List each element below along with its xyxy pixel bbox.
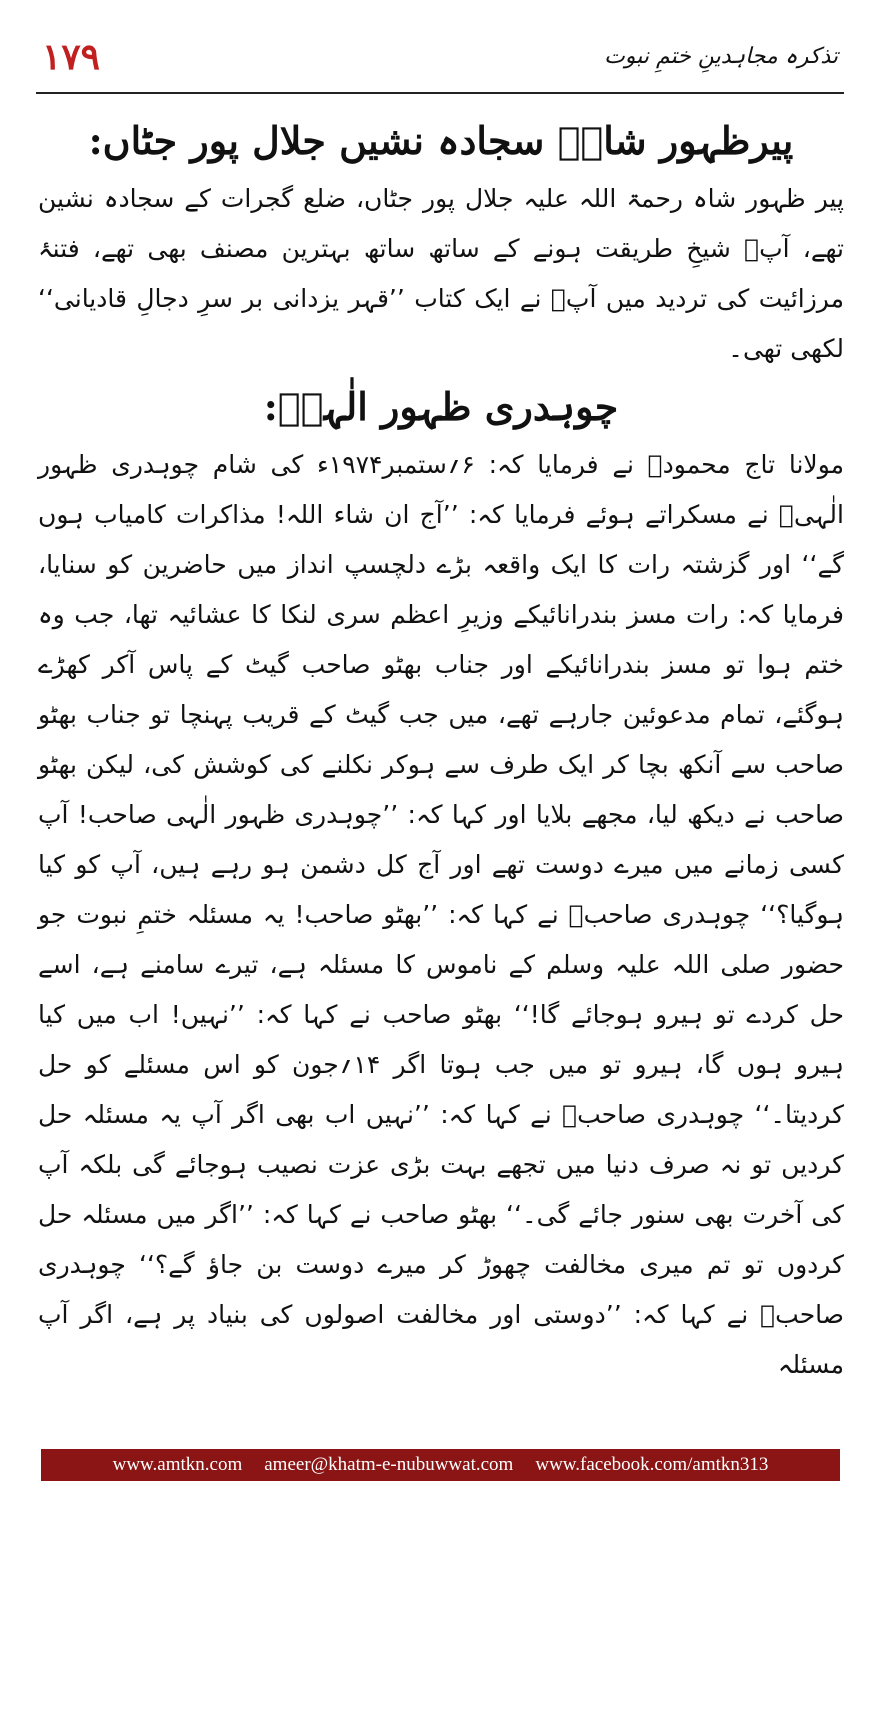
book-title: تذکرہ مجاہدینِ ختمِ نبوت (604, 44, 838, 69)
footer-email-link[interactable]: ameer@khatm-e-nubuwwat.com (264, 1454, 514, 1475)
page-number: ۱۷۹ (42, 36, 101, 78)
page-content (38, 108, 844, 1728)
footer-website-link[interactable]: www.amtkn.com (112, 1454, 243, 1475)
page-footer (41, 1449, 840, 1481)
section-heading-chaudhry-zahoor-elahi: چوہدری ظہور الٰہیؒ: (263, 384, 619, 429)
page-header (36, 30, 844, 94)
section-paragraph-pir-zahoor-shah: پیر ظہور شاہ رحمۃ اللہ علیہ جلال پور جٹاں، ضلع گجرات کے سجادہ نشین تھے، آپؒ شیخِ طریقت ہونے کے ساتھ ساتھ بہترین مصنف بھی تھے، فتنۂ مرزائیت کی تردید میں آپؒ نے ایک کتاب ’’قہر یزدانی بر سرِ دجالِ قادیانی‘‘ لکھی تھی۔ (38, 184, 844, 363)
section-heading-pir-zahoor-shah: پیرظہور شاہؒ سجادہ نشیں جلال پور جٹاں: (88, 118, 794, 163)
section-paragraph-chaudhry-zahoor-elahi: مولانا تاج محمودؒ نے فرمایا کہ: ۶؍ستمبر۱۹۷۴ء کی شام چوہدری ظہور الٰہیؒ نے مسکراتے ہوئے فرمایا کہ: ’’آج ان شاء اللہ! مذاکرات کامیاب ہوں گے‘‘ اور گزشتہ رات کا ایک واقعہ بڑے دلچسپ انداز میں حاضرین کو سنایا، فرمایا کہ: رات مسز بندرانائیکے وزیرِ اعظم سری لنکا کا عشائیہ تھا، جب وہ ختم ہوا تو مسز بندرانائیکے اور جناب بھٹو صاحب گیٹ کے پاس آکر کھڑے ہوگئے، تمام مدعوئین جارہے تھے، میں جب گیٹ کے قریب پہنچا تو جناب بھٹو صاحب سے آنکھ بچا کر ایک طرف سے ہوکر نکلنے کی کوشش کی، لیکن بھٹو صاحب نے دیکھ لیا، مجھے بلایا اور کہا کہ: ’’چوہدری ظہور الٰہی صاحب! آپ کسی زمانے میں میرے دوست تھے اور آج کل دشمن ہو رہے ہیں، آپ کو کیا ہوگیا؟‘‘ چوہدری صاحبؒ نے کہا کہ: ’’بھٹو صاحب! یہ مسئلہ ختمِ نبوت جو حضور صلی اللہ علیہ وسلم کے ناموس کا مسئلہ ہے، تیرے سامنے ہے، اسے حل کردے تو ہیرو ہوجائے گا!‘‘ بھٹو صاحب نے کہا کہ: ’’نہیں! اب میں کیا ہیرو ہوں گا، ہیرو تو میں جب ہوتا اگر ۱۴؍جون کو اس مسئلے کو حل کردیتا۔‘‘ چوہدری صاحبؒ نے کہا کہ: ’’نہیں اب بھی اگر آپ یہ مسئلہ حل کردیں تو نہ صرف دنیا میں تجھے بہت بڑی عزت نصیب ہوجائے گی بلکہ آپ کی آخرت بھی سنور جائے گی۔‘‘ بھٹو صاحب نے کہا کہ: ’’اگر میں مسئلہ حل کردوں تو تم میری مخالفت چھوڑ کر میرے دوست بن جاؤ گے؟‘‘ چوہدری صاحبؒ نے کہا کہ: ’’دوستی اور مخالفت اصولوں کی بنیاد پر ہے، اگر آپ مسئلہ (38, 450, 845, 1379)
footer-facebook-link[interactable]: www.facebook.com/amtkn313 (535, 1454, 769, 1475)
